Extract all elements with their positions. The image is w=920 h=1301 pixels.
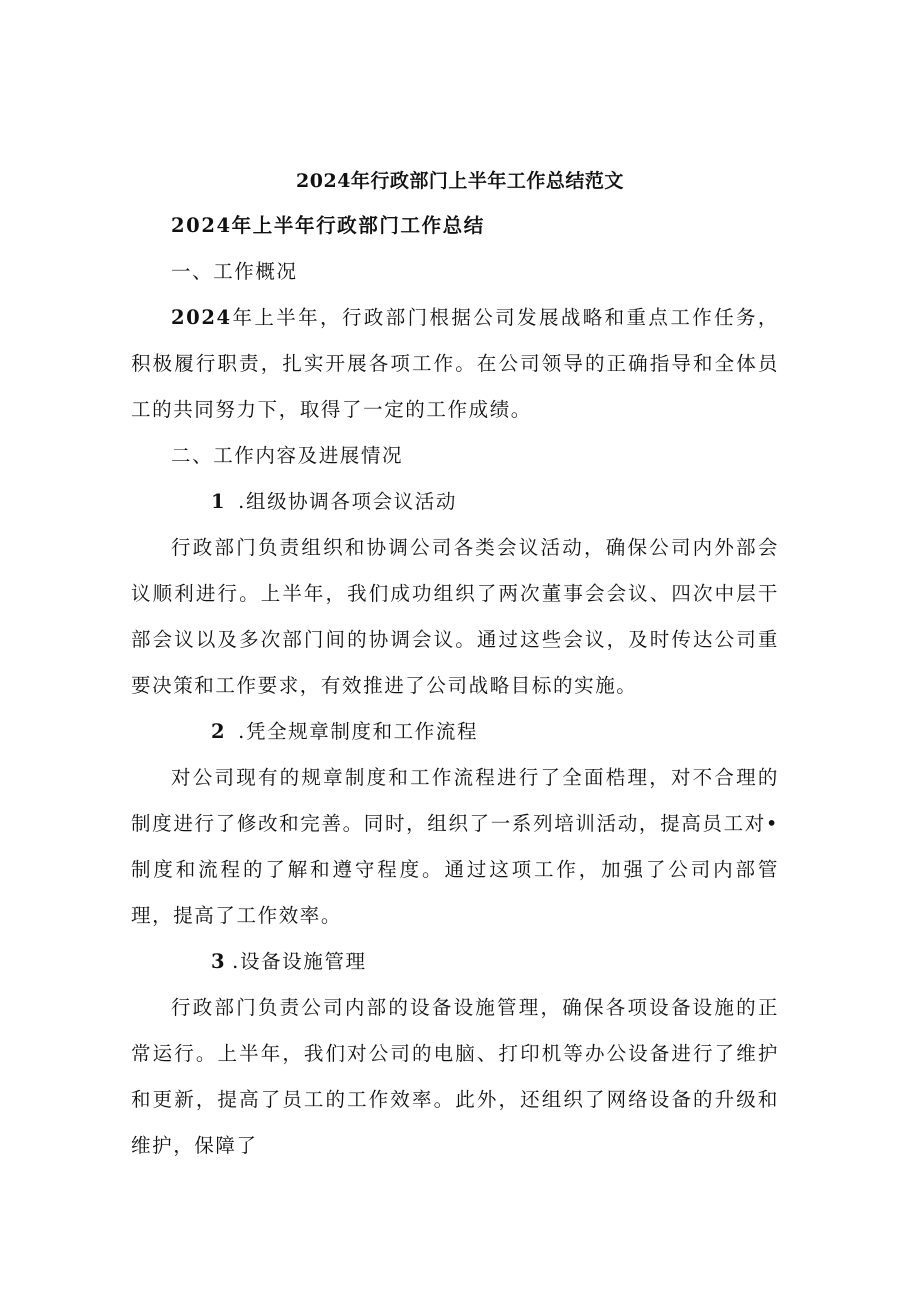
item3-paragraph: 行政部门负责公司内部的设备设施管理，确保各项设备设施的正常运行。上半年，我们对公司的电脑、打印机等办公设备进行了维护和更新，提高了员工的工作效率。此外，还组织了网络设备的升级和维护，保障了 <box>131 996 779 1157</box>
subtitle-text: 2024年上半年行政部门工作总结 <box>171 214 485 237</box>
document-body <box>131 203 779 1169</box>
item2-paragraph: 对公司现有的规章制度和工作流程进行了全面梏理，对不合理的制度进行了修改和完善。同时，组织了一系列培训活动，提高员工对•制度和流程的了解和遵守程度。通过这项工作，加强了公司内部管理，提高了工作效率。 <box>131 766 779 927</box>
item2-number: 2 <box>211 720 227 743</box>
document-subtitle <box>131 203 779 249</box>
section1-paragraph <box>131 295 779 433</box>
item1-paragraph: 行政部门负责组织和协调公司各类会议活动，确保公司内外部会议顺利进行。上半年，我们成功组织了两次董事会会议、四次中层干部会议以及多次部门间的协调会议。通过这些会议，及时传达公司重要决策和工作要求，有效推进了公司战略目标的实施。 <box>131 536 779 697</box>
section1-heading: 一、工作概况 <box>171 260 298 283</box>
item3-heading <box>131 939 779 985</box>
item1-title: .组级协调各项会议活动 <box>238 490 457 513</box>
section1-year: 2024 <box>171 306 232 329</box>
item2-title: .凭全规章制度和工作流程 <box>238 720 479 743</box>
item3-title: .设备设施管理 <box>232 950 367 973</box>
section1-paragraph-text: 年上半年，行政部门根据公司发展战略和重点工作任务，积极履行职责，扎实开展各项工作。在公司领导的正确指导和全体员工的共同努力下，取得了一定的工作成绩。 <box>131 306 779 421</box>
item1-heading <box>131 479 779 525</box>
item3-number: 3 <box>211 950 227 973</box>
item1-number: 1 <box>211 490 227 513</box>
section2-heading: 二、工作内容及进展情况 <box>171 444 404 467</box>
item2-heading <box>131 709 779 755</box>
document-title: 2024年行政部门上半年工作总结范文 <box>296 170 624 192</box>
